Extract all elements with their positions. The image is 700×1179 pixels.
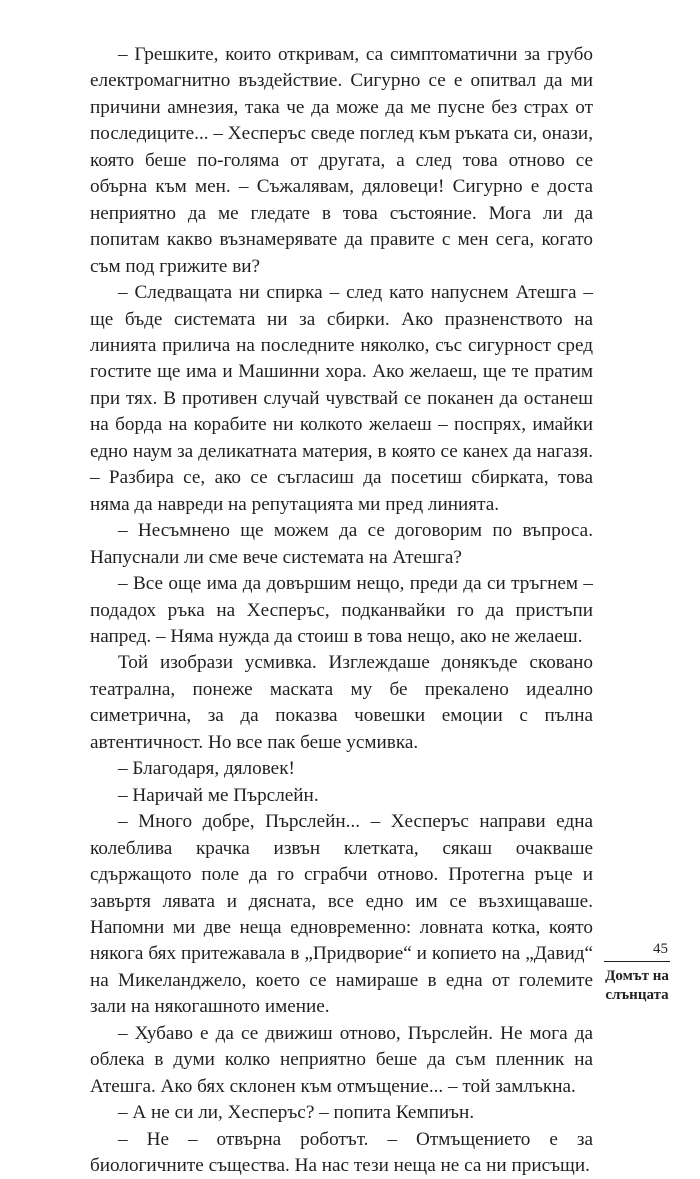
page-footer [604, 940, 670, 1005]
paragraph: – Благодаря, дяловек! [118, 758, 295, 780]
paragraph: Той изобрази усмивка. Изглеждаше донякъде сковано театрална, понеже маската му бе прекалено идеално симетрична, за да показва човешки емоции с пълна автентичност. Но все пак беше усмивка. [90, 652, 593, 753]
body-text [90, 42, 593, 1179]
paragraph: – Грешките, които откривам, са симптоматични за грубо електромагнитно въздействие. Сигурно се е опитвал да ми причини амнезия, така че да може да ме пусне без страх от последиците... – Хесперъс сведе поглед към ръката си, онази, която беше по-голяма от другата, а след това отново се обърна към мен. – Съжалявам, дяловеци! Сигурно е доста неприятно да ме гледате в това състояние. Мога ли да попитам какво възнамерявате да правите с мен сега, когато съм под грижите ви? [90, 44, 593, 277]
paragraph: – А не си ли, Хесперъс? – попита Кемпиън. [118, 1102, 475, 1124]
running-title: Домът на слънцата [605, 968, 669, 1003]
footer-divider [604, 961, 670, 962]
page-number: 45 [653, 941, 668, 957]
paragraph: – Много добре, Пърслейн... – Хесперъс направи една колеблива крачка извън клетката, сякаш очакваше сдържащото поле да го сграбчи отново. Протегна ръце и завъртя лявата и дясната, все едно им се възхищаваше. Напомни ми две неща едновременно: ловната котка, която някога бях притежавала в „Придворие“ и копието на „Давид“ на Микеланджело, което се намираше в една от големите зали на някогашното имение. [90, 811, 593, 1018]
paragraph: – Несъмнено ще можем да се договорим по въпроса. Напуснали ли сме вече системата на Атешга? [90, 520, 593, 568]
paragraph: – Не – отвърна роботът. – Отмъщението е за биологичните същества. На нас тези неща не са ни присъщи. [90, 1128, 593, 1177]
paragraph: – Все още има да довършим нещо, преди да си тръгнем – подадох ръка на Хесперъс, подканвайки го да пристъпи напред. – Няма нужда да стоиш в това нещо, ако не желаеш. [90, 573, 593, 647]
paragraph: – Наричай ме Пърслейн. [118, 784, 319, 806]
paragraph: – Хубаво е да се движиш отново, Пърслейн. Не мога да облека в думи колко неприятно беше да съм пленник на Атешга. Ако бях склонен към отмъщение... – той замлъкна. [90, 1022, 593, 1097]
paragraph: – Следващата ни спирка – след като напуснем Атешга – ще бъде системата ни за сбирки. Ако празненството на линията прилича на последните няколко, със сигурност сред гостите ще има и Машинни хора. Ако желаеш, ще те пратим при тях. В противен случай чувствай се поканен да останеш на борда на корабите ни колкото желаеш – поспрях, имайки едно наум за деликатната материя, в която се канех да нагазя. – Разбира се, ако се съгласиш да посетиш сбирката, това няма да навреди на репутацията ми пред линията. [90, 282, 593, 515]
